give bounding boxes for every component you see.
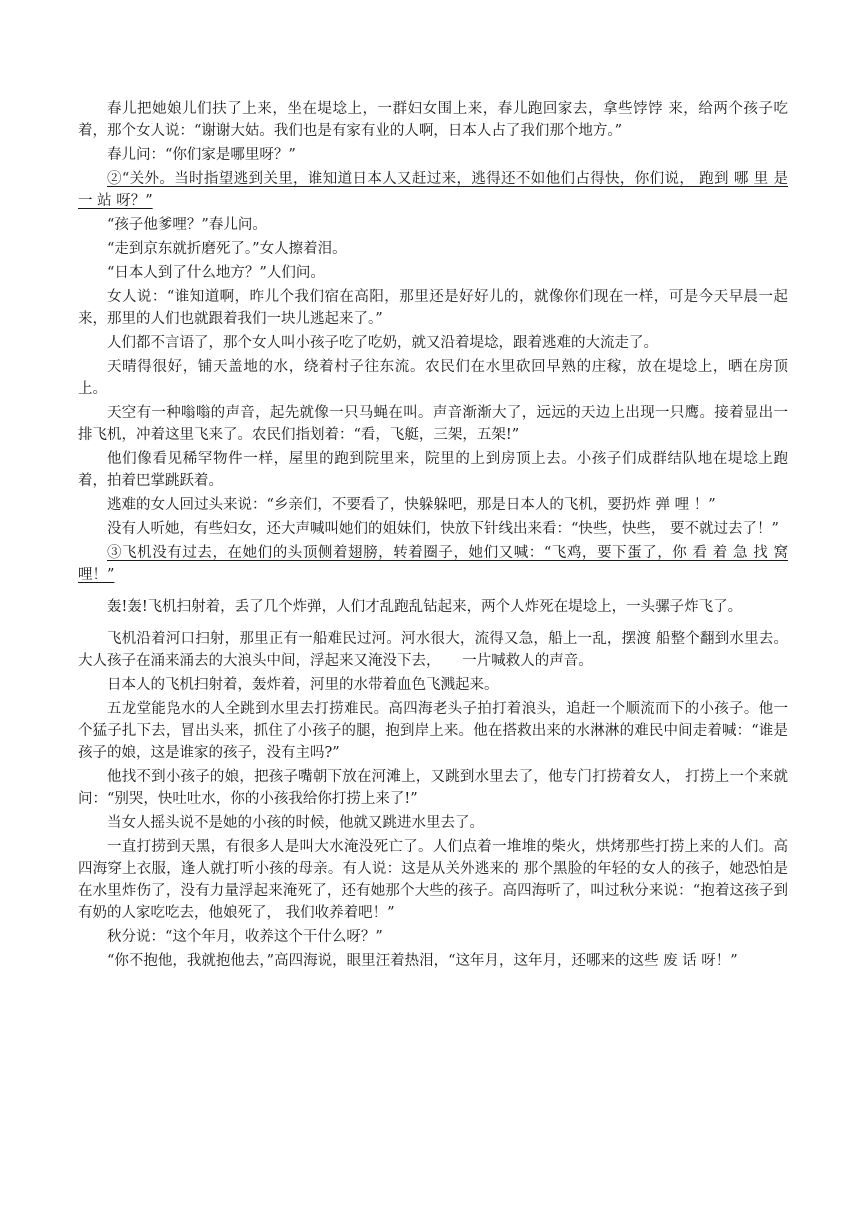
- paragraph-4: “孩子他爹哩？”春儿问。: [107, 217, 267, 233]
- paragraph-6: “日本人到了什么地方？”人们问。: [107, 265, 325, 281]
- paragraph-12: 逃难的女人回过头来说：“乡亲们，不要看了，快躲躲吧，那是日本人的飞机，要扔炸 弹 哩 ！”: [107, 497, 716, 513]
- paragraph-8: 人们都不言语了，那个女人叫小孩子吃了吃奶，就又沿着堤埝，跟着逃难的大流走了。: [107, 335, 658, 351]
- paragraph-13: 没有人听她，有些妇女，还大声喊叫她们的姐妹们，快放下针线出来看：“快些，快些， 要不就过去了！”: [107, 521, 779, 537]
- paragraph-16: 飞机沿着河口扫射，那里正有一船难民过河。河水很大，流得又急，船上一乱，摆渡 船整个翻到水里去。大人孩子在涌来涌去的大浪头中间，浮起来又淹没下去， 一片喊救人的声音。: [78, 631, 788, 669]
- paragraph-10: 天空有一种嗡嗡的声音，起先就像一只马蝇在叫。声音渐渐大了，远远的天边上出现一只鹰。接着显出一排飞机，冲着这里飞来了。农民们指划着：“看，飞艇，三架，五架!”: [78, 405, 788, 443]
- paragraph-9: 天晴得很好，铺天盖地的水，绕着村子往东流。农民们在水里砍回早熟的庄稼，放在堤埝上，晒在房顶上。: [78, 359, 788, 397]
- paragraph-21: 一直打捞到天黑，有很多人是叫大水淹没死亡了。人们点着一堆堆的柴火，烘烤那些打捞上来的人们。高四海穿上衣服，逢人就打听小孩的母亲。有人说：这是从关外逃来的 那个黑脸的年轻的女人的孩子，她恐怕是在水里炸伤了，没有力量浮起来淹死了，还有她那个大些的孩子。高四海听了，叫过秋分来说：“抱着这孩子到有奶的人家吃吃去，他娘死了， 我们收养着吧！”: [78, 839, 788, 921]
- paragraph-23: “你不抱他，我就抱他去，”高四海说，眼里汪着热泪，“这年月，这年月，还哪来的这些 废 话 呀！”: [107, 953, 738, 969]
- document-page: [78, 98, 788, 974]
- paragraph-11: 他们像看见稀罕物件一样，屋里的跑到院里来，院里的上到房顶上去。小孩子们成群结队地在堤埝上跑着，拍着巴掌跳跃着。: [78, 451, 788, 489]
- paragraph-14-underlined: ③飞机没有过去，在她们的头顶侧着翅膀，转着圈子，她们又喊：“飞鸡，要下蛋了，你 看 着 急 找 窝 哩！”: [78, 545, 788, 583]
- paragraph-17: 日本人的飞机扫射着，轰炸着，河里的水带着血色飞溅起来。: [107, 677, 499, 693]
- paragraph-19: 他找不到小孩子的娘，把孩子嘴朝下放在河滩上，又跳到水里去了，他专门打捞着女人， 打捞上一个来就问：“别哭，快吐吐水，你的小孩我给你打捞上来了!”: [78, 769, 788, 807]
- paragraph-18: 五龙堂能凫水的人全跳到水里去打捞难民。高四海老头子拍打着浪头，追赶一个顺流而下的小孩子。他一个猛子扎下去，冒出头来，抓住了小孩子的腿，抱到岸上来。他在搭救出来的水淋淋的难民中间走着喊：“谁是孩子的娘，这是谁家的孩子，没有主吗?”: [78, 701, 788, 761]
- paragraph-5: “走到京东就折磨死了。”女人擦着泪。: [107, 241, 347, 257]
- paragraph-15: 轰!轰!飞机扫射着，丢了几个炸弹，人们才乱跑乱钻起来，两个人炸死在堤埝上，一头骡子炸飞了。: [107, 599, 743, 615]
- paragraph-2: 春儿问：“你们家是哪里呀？”: [107, 147, 296, 163]
- paragraph-22: 秋分说：“这个年月，收养这个干什么呀？”: [107, 929, 383, 945]
- paragraph-1: 春儿把她娘儿们扶了上来，坐在堤埝上，一群妇女围上来，春儿跑回家去，拿些饽饽 来，给两个孩子吃着，那个女人说：“谢谢大姑。我们也是有家有业的人啊，日本人占了我们那个地方。”: [78, 101, 788, 139]
- paragraph-20: 当女人摇头说不是她的小孩的时候，他就又跳进水里去了。: [107, 815, 484, 831]
- paragraph-3-underlined: ②“关外。当时指望逃到关里，谁知道日本人又赶过来，逃得还不如他们占得快，你们说， 跑到 哪 里 是 一 站 呀？”: [78, 171, 788, 209]
- paragraph-7: 女人说：“谁知道啊，昨儿个我们宿在高阳，那里还是好好儿的，就像你们现在一样，可是今天早晨一起来，那里的人们也就跟着我们一块儿逃起来了。”: [78, 289, 788, 327]
